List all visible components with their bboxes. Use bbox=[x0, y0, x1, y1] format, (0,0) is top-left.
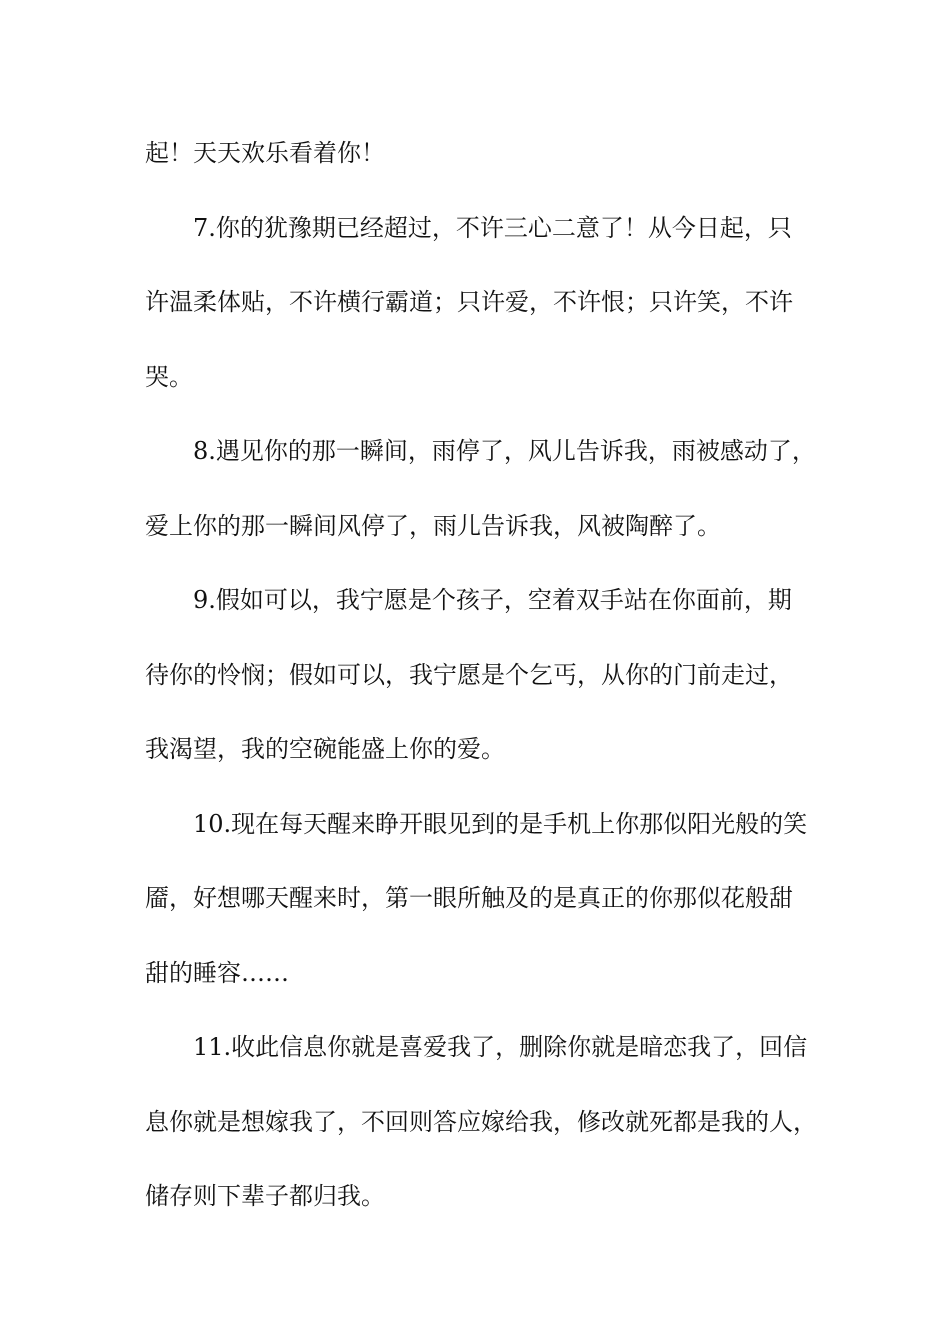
text-line: 储存则下辈子都归我。 bbox=[145, 1182, 385, 1210]
text-line: 爱上你的那一瞬间风停了，雨儿告诉我，风被陶醉了。 bbox=[145, 511, 721, 540]
text-line: 哭。 bbox=[145, 362, 193, 391]
text-line: 靥，好想哪天醒来时，第一眼所触及的是真正的你那似花般甜 bbox=[145, 884, 793, 912]
text-line: 10.现在每天醒来睁开眼见到的是手机上你那似阳光般的笑 bbox=[193, 809, 808, 838]
document-body bbox=[145, 131, 815, 1249]
text-line: 我渴望，我的空碗能盛上你的爱。 bbox=[145, 735, 505, 763]
text-line: 9.假如可以，我宁愿是个孩子，空着双手站在你面前，期 bbox=[193, 586, 792, 614]
text-line: 起！天天欢乐看着你！ bbox=[145, 139, 385, 167]
text-line: 11.收此信息你就是喜爱我了，删除你就是暗恋我了，回信 bbox=[193, 1033, 808, 1061]
text-line: 8.遇见你的那一瞬间，雨停了，风儿告诉我，雨被感动了， bbox=[193, 437, 816, 465]
text-line: 待你的怜悯；假如可以，我宁愿是个乞丐，从你的门前走过， bbox=[145, 660, 793, 689]
text-line: 息你就是想嫁我了，不回则答应嫁给我，修改就死都是我的人， bbox=[145, 1107, 817, 1136]
text-line: 许温柔体贴，不许横行霸道；只许爱，不许恨；只许笑，不许 bbox=[145, 288, 793, 316]
text-line: 甜的睡容…… bbox=[145, 958, 289, 987]
text-line: 7.你的犹豫期已经超过，不许三心二意了！从今日起，只 bbox=[193, 213, 792, 242]
